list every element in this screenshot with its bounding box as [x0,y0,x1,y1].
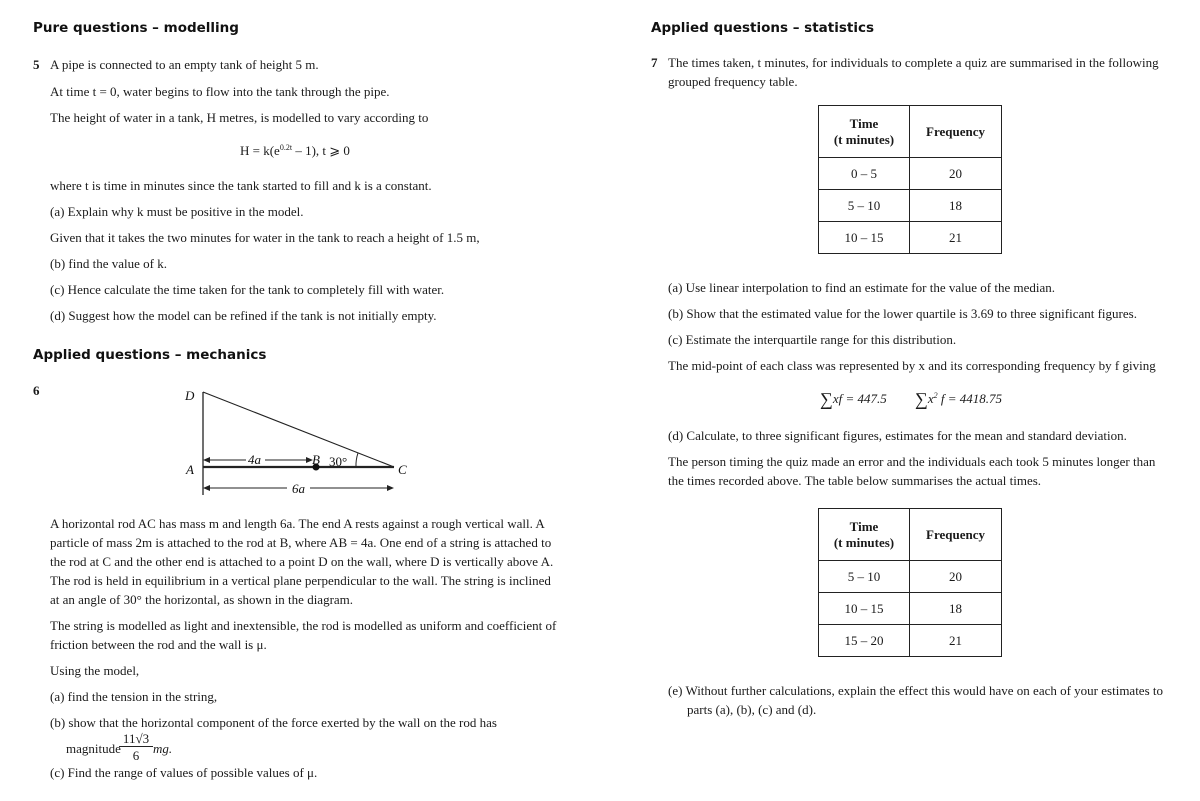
header-time [819,106,910,158]
q7-part-d: (d) Calculate, to three significant figures, estimates for the mean and standard deviation. [668,428,1127,443]
sum-xf [820,389,887,410]
q7-part-e-line2: parts (a), (b), (c) and (d). [687,702,817,717]
header-time [819,509,910,561]
label-b: B [312,452,320,467]
table-row [819,593,1002,625]
q6-para1-line2: particle of mass 2m is attached to the rod at B, where AB = 4a. One end of a string is attached to [50,535,552,550]
cell-time: 10 – 15 [819,593,910,625]
cell-time: 5 – 10 [819,190,910,222]
table-row [819,625,1002,657]
q5-part-d: (d) Suggest how the model can be refined if the tank is not initially empty. [50,308,437,323]
sum-x2f-x: x [927,391,934,406]
cell-frequency: 18 [910,190,1002,222]
label-angle: 30° [329,454,348,469]
q7-part-c: (c) Estimate the interquartile range for this distribution. [668,332,957,347]
label-d: D [185,388,195,403]
q6-para1-line1: A horizontal rod AC has mass m and length 6a. The end A rests against a rough vertical wall. A [50,516,545,531]
q6-para2-line1: The string is modelled as light and inextensible, the rod is modelled as uniform and coefficient of [50,618,557,633]
cell-frequency: 21 [910,625,1002,657]
label-6a: 6a [292,481,305,496]
q6-para2-line2: friction between the rod and the wall is μ. [50,637,267,652]
table-row [819,222,1002,254]
q5-given: Given that it takes the two minutes for water in the tank to reach a height of 1.5 m, [50,230,480,245]
q5-line-3: The height of water in a tank, H metres, is modelled to vary according to [50,110,429,125]
header-frequency: Frequency [910,509,1002,561]
cell-time: 0 – 5 [819,158,910,190]
header-frequency: Frequency [910,106,1002,158]
heading-mechanics: Applied questions – mechanics [33,347,267,363]
q5-part-a: (a) Explain why k must be positive in the model. [50,204,304,219]
sum-x2f-exponent: 2 [933,391,938,400]
sigma-icon: ∑ [915,389,928,409]
q5-part-b: (b) find the value of k. [50,256,167,271]
heading-pure-modelling: Pure questions – modelling [33,20,239,36]
cell-time: 15 – 20 [819,625,910,657]
q7-midpoint: The mid-point of each class was represented by x and its corresponding frequency by f giving [668,358,1156,373]
arrowhead-6a-right [387,485,394,491]
cell-frequency: 21 [910,222,1002,254]
arrowhead-6a-left [203,485,210,491]
q7-error-line2: the times recorded above. The table below summarises the actual times. [668,473,1042,488]
heading-statistics: Applied questions – statistics [651,20,875,36]
q7-error-line1: The person timing the quiz made an error and the individuals each took 5 minutes longer than [668,454,1156,469]
formula-exponent: 0.2t [279,143,293,152]
q6-part-b: (b) show that the horizontal component of the force exerted by the wall on the rod has [50,715,497,730]
string-line [203,392,394,467]
cell-frequency: 20 [910,158,1002,190]
q6-part-a: (a) find the tension in the string, [50,689,218,704]
question-number-5: 5 [33,57,40,72]
q7-intro-line2: grouped frequency table. [668,74,798,89]
header-time-unit: (t minutes) [833,534,895,550]
q5-line-4: where t is time in minutes since the tank started to fill and k is a constant. [50,178,432,193]
formula-tail: – 1), t ⩾ 0 [292,143,350,158]
cell-frequency: 20 [910,561,1002,593]
q5-line-2: At time t = 0, water begins to flow into the tank through the pipe. [50,84,390,99]
angle-arc [356,453,358,467]
frequency-table-2 [818,508,1002,657]
cell-frequency: 18 [910,593,1002,625]
q7-part-b: (b) Show that the estimated value for the lower quartile is 3.69 to three significant figures. [668,306,1137,321]
label-4a: 4a [248,452,261,467]
q7-intro-line1: The times taken, t minutes, for individuals to complete a quiz are summarised in the following [668,55,1159,70]
table-row [819,561,1002,593]
label-a: A [186,462,194,477]
table-row [819,158,1002,190]
cell-time: 5 – 10 [819,561,910,593]
question-number-6: 6 [33,383,40,398]
sum-x2f [915,389,1002,410]
q6-part-c: (c) Find the range of values of possible values of μ. [50,765,318,780]
q6-magnitude-label: magnitude [66,741,121,756]
sigma-icon: ∑ [820,389,833,409]
arrowhead-4a-left [203,457,210,463]
header-time-label: Time [849,115,879,131]
sum-xf-text: xf = 447.5 [832,391,887,406]
table-row [819,190,1002,222]
table-header [819,106,1002,158]
label-c: C [398,462,407,477]
q7-part-e-line1: (e) Without further calculations, explain the effect this would have on each of your estimates to [668,683,1164,698]
header-time-unit: (t minutes) [833,131,895,147]
fraction-tail: mg. [153,741,173,756]
q5-line-1: A pipe is connected to an empty tank of height 5 m. [50,57,319,72]
fraction-denominator: 6 [132,748,140,763]
fraction-numerator: 11√3 [119,732,153,747]
q6-using: Using the model, [50,663,140,678]
header-time-label: Time [849,518,879,534]
sum-x2f-text: f = 4418.75 [937,391,1003,406]
table-header [819,509,1002,561]
cell-time: 10 – 15 [819,222,910,254]
q7-part-a: (a) Use linear interpolation to find an estimate for the value of the median. [668,280,1055,295]
question-number-7: 7 [651,55,658,70]
formula-main: H = k(e [240,143,280,158]
frequency-table-1 [818,105,1002,254]
q6-para1-line4: The rod is held in equilibrium in a vertical plane perpendicular to the wall. The string is inclined [50,573,551,588]
rod-string-diagram [170,380,430,505]
q6-para1-line3: the rod at C and the other end is attached to a point D on the wall, where D is vertically above A. [50,554,554,569]
q5-formula [240,143,350,159]
q6-para1-line5: at an angle of 30° the horizontal, as shown in the diagram. [50,592,354,607]
q5-part-c: (c) Hence calculate the time taken for the tank to completely fill with water. [50,282,445,297]
